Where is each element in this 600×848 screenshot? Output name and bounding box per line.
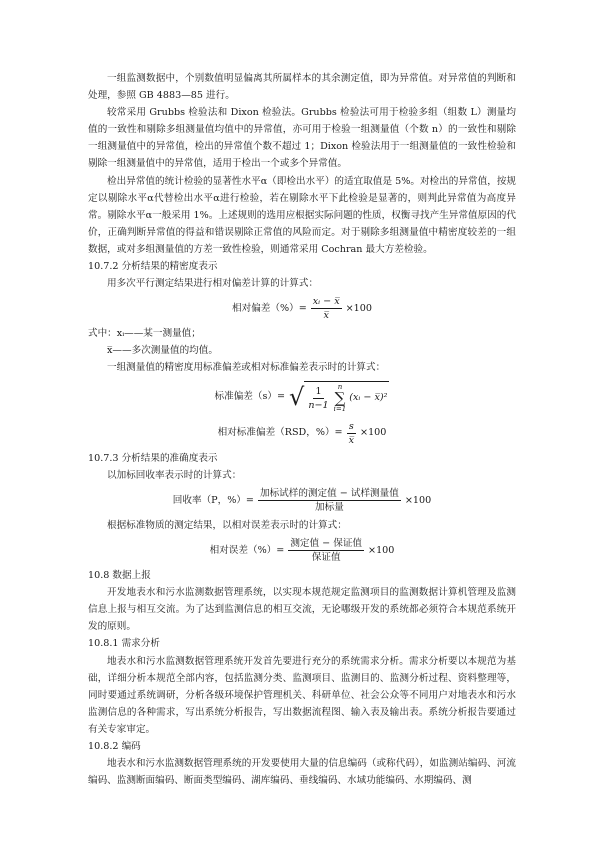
rsd-denominator: x̅ — [348, 434, 355, 446]
sd-label: 标准偏差（s）= — [214, 390, 286, 402]
where-line-xi — [88, 325, 516, 342]
paragraph-grubbs-dixon: 较常采用 Grubbs 检验法和 Dixon 检验法。Grubbs 检验法可用于检验多组（组数 L）测量均值的一致性和剔除多组测量值均值中的异常值，亦可用于检验一组测量值（个数 n）的一致性和剔除一组测量值中的异常值，检出的异常值个数不超过 1；Dixon 检验法用于一组测量值的一致性检验和剔除一组测量值中的异常值，适用于检出一个或多个异常值。 — [88, 107, 516, 170]
formula-rsd — [88, 421, 516, 446]
paragraph-requirements: 地表水和污水监测数据管理系统开发首先要进行充分的系统需求分析。需求分析要以本规范为基础，详细分析本规范全部内容，包括监测分类、监测项目、监测目的、监测分析过程、资料整理等，同时要通过系统调研，分析各级环境保护管理机关、科研单位、社会公众等不同用户对地表水和污水监测信息的各种需求，写出系统分析报告，写出数据流程图、输入表及输出表。系统分析报告要通过有关专家审定。 — [88, 655, 516, 735]
recovery-fraction — [258, 488, 401, 513]
sum-symbol: ∑ — [334, 388, 346, 407]
formula-multiplier: ×100 — [345, 303, 372, 314]
where-prefix: 式中： — [88, 328, 117, 340]
heading-10-7-3: 10.7.3 分析结果的准确度表示 — [88, 452, 218, 464]
paragraph-coding: 地表水和污水监测数据管理系统的开发要使用大量的信息编码（或称代码），如监测站编码、河流编码、监测断面编码、断面类型编码、湖库编码、垂线编码、水域功能编码、水期编码、测 — [88, 758, 516, 787]
sum-lower: i=1 — [333, 404, 347, 413]
formula-fraction — [311, 296, 342, 321]
rsd-numerator: s — [347, 421, 356, 434]
formula-recovery-rate — [88, 488, 516, 513]
error-numerator: 测定值 − 保证值 — [288, 538, 364, 551]
error-multiplier: ×100 — [368, 544, 395, 556]
heading-10-8: 10.8 数据上报 — [88, 570, 151, 582]
recovery-multiplier: ×100 — [404, 494, 432, 506]
formula-relative-error — [88, 538, 516, 563]
where-xi: xᵢ——某一测量值； — [116, 328, 201, 340]
where-xbar: x̅——多次测量值的均值。 — [107, 345, 218, 357]
rsd-multiplier: ×100 — [360, 427, 387, 439]
formula-numerator: xᵢ − x̅ — [311, 296, 342, 309]
formula-label: 相对偏差（%）= — [232, 303, 307, 314]
error-label: 相对误差（%）= — [209, 544, 285, 556]
relative-deviation-intro: 用多次平行测定结果进行相对偏差计算的计算式： — [107, 278, 319, 290]
formula-relative-deviation — [88, 296, 516, 321]
formula-standard-deviation — [88, 381, 516, 413]
recovery-numerator: 加标试样的测定值 − 试样测量值 — [258, 488, 401, 501]
recovery-intro: 以加标回收率表示时的计算式： — [107, 469, 242, 481]
standard-deviation-intro: 一组测量值的精密度用标准偏差或相对标准偏差表示时的计算式： — [107, 362, 386, 374]
heading-10-8-2: 10.8.2 编码 — [88, 740, 141, 752]
sd-fraction — [306, 386, 330, 411]
sqrt-expression — [289, 381, 389, 413]
formula-denominator: x̅ — [323, 310, 329, 322]
sd-denominator: n−1 — [308, 399, 329, 411]
heading-10-7-2: 10.7.2 分析结果的精密度表示 — [88, 261, 218, 273]
paragraph-significance-level: 检出异常值的统计检验的显著性水平α（即检出水平）的适宜取值是 5%。对检出的异常值，按规定以剔除水平α代替检出水平α进行检验，若在剔除水平下此检验是显著的，则判此异常值为高度异常。剔除水平α一般采用 1%。上述规则的选用应根据实际问题的性质，权衡寻找产生异常值原因的代价，正确判断异常值的得益和错误剔除正常值的风险而定。对于剔除多组测量值中精密度较差的一组数据，或对多组测量值的方差一致性检验，则通常采用 Cochran 最大方差检验。 — [88, 175, 516, 255]
recovery-label: 回收率（P，%）= — [172, 494, 254, 506]
sd-term: (xᵢ − x̅)² — [349, 392, 388, 404]
rsd-fraction — [347, 421, 356, 446]
summation — [334, 384, 347, 413]
paragraph-data-reporting: 开发地表水和污水监测数据管理系统，以实现本规范规定监测项目的监测数据计算机管理及监测信息上报与相互交流。为了达到监测信息的相互交流，无论哪级开发的系统都必须符合本规范系统开发的原则。 — [88, 587, 516, 633]
error-denominator: 保证值 — [311, 552, 341, 563]
radical-sign: √ — [289, 382, 305, 411]
heading-10-8-1: 10.8.1 需求分析 — [88, 638, 160, 650]
error-fraction — [288, 538, 364, 563]
paragraph-outlier-definition: 一组监测数据中，个别数值明显偏离其所属样本的其余测定值，即为异常值。对异常值的判断和处理，参照 GB 4883—85 进行。 — [88, 73, 516, 102]
sum-upper: n — [337, 382, 343, 391]
recovery-denominator: 加标量 — [315, 501, 344, 513]
relative-error-intro: 根据标准物质的测定结果，以相对误差表示时的计算式： — [107, 519, 347, 531]
rsd-label: 相对标准偏差（RSD，%）= — [217, 427, 343, 439]
sd-numerator: 1 — [313, 386, 323, 399]
